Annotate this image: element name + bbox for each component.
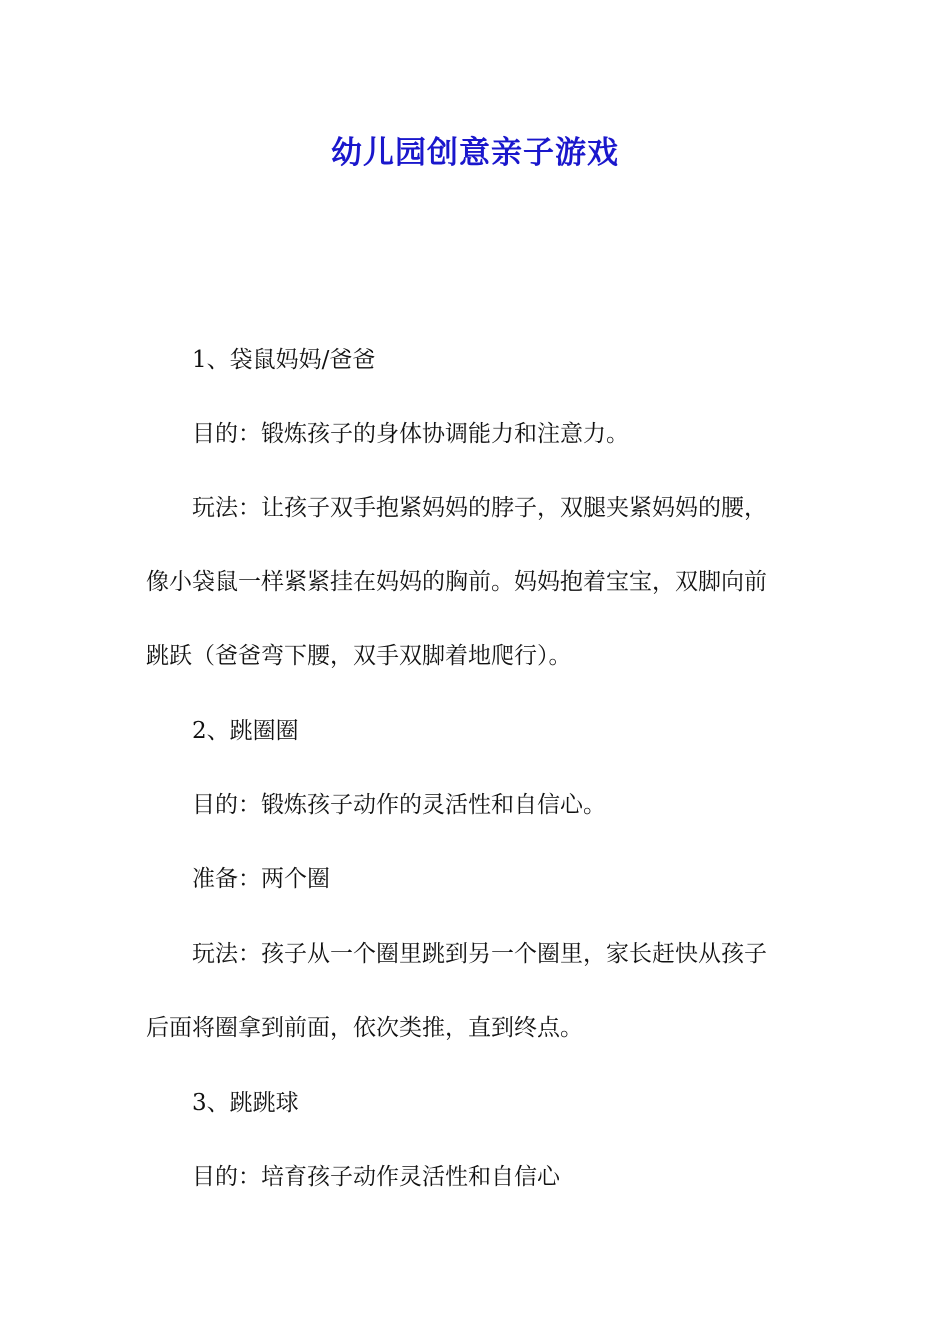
- section-2-heading: 2、跳圈圈: [192, 718, 299, 744]
- document-title: 幼儿园创意亲子游戏: [331, 135, 619, 171]
- section-2-play-line-1: 玩法：孩子从一个圈里跳到另一个圈里，家长赶快从孩子: [192, 941, 767, 967]
- section-2-play-line-2: 后面将圈拿到前面，依次类推，直到终点。: [146, 1015, 583, 1041]
- section-1-heading: 1、袋鼠妈妈/爸爸: [192, 347, 376, 373]
- section-1-play-line-3: 跳跃（爸爸弯下腰，双手双脚着地爬行）。: [146, 643, 572, 669]
- section-1-play: [146, 471, 816, 693]
- section-1-play-line-2: 像小袋鼠一样紧紧挂在妈妈的胸前。妈妈抱着宝宝，双脚向前: [146, 569, 767, 595]
- section-2-purpose: 目的：锻炼孩子动作的灵活性和自信心。: [192, 792, 606, 818]
- section-3-heading: 3、跳跳球: [192, 1090, 299, 1116]
- section-2-play: [146, 917, 816, 1065]
- section-1-purpose: 目的：锻炼孩子的身体协调能力和注意力。: [192, 421, 629, 447]
- section-2-preparation: 准备：两个圈: [192, 866, 330, 892]
- section-1-play-line-1: 玩法：让孩子双手抱紧妈妈的脖子，双腿夹紧妈妈的腰，: [192, 495, 767, 521]
- section-3-purpose: 目的：培育孩子动作灵活性和自信心: [192, 1164, 560, 1190]
